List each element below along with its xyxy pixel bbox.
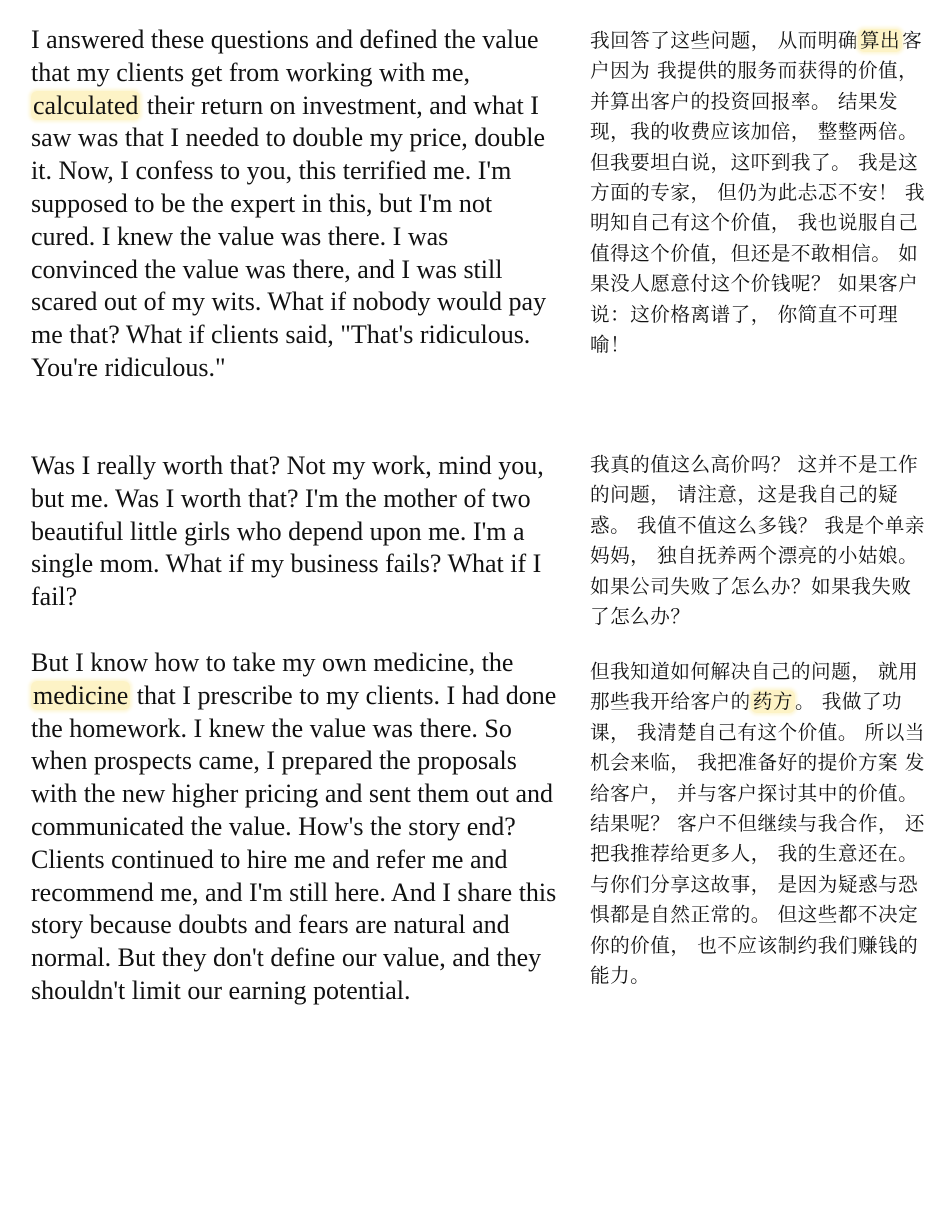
highlighted-word-yaofang[interactable]: 药方 (752, 690, 793, 714)
english-paragraph-3 (31, 647, 561, 1008)
chinese-paragraph-2: 我真的值这么高价吗？ 这并不是工作的问题， 请注意，这是我自己的疑惑。 我值不值这么多钱？ 我是个单亲妈妈， 独自抚养两个漂亮的小姑娘。 如果公司失败了怎么办？如果我失败了怎么办？ (590, 453, 925, 629)
highlighted-word-calculated[interactable]: calculated (33, 90, 139, 120)
chinese-paragraph-1-text-after: 客户因为 我提供的服务而获得的价值， 并算出客户的投资回报率。 结果发现，我的收费应该加倍， 整整两倍。 但我要坦白说，这吓到我了。 我是这方面的专家， 但仍为此忐忑不安！ 我明知自己有这个价值， 我也说服自己值得这个价值，但还是不敢相信。 如果没人愿意付这个价钱呢？ 如果客户说：这价格离谱了， 你简直不可理喻！ (590, 29, 925, 357)
english-paragraph-3-text-before: But I know how to take my own medicine, the (31, 648, 514, 677)
english-paragraph-1 (31, 24, 561, 385)
chinese-paragraph-1 (590, 26, 930, 360)
english-paragraph-2: Was I really worth that? Not my work, mind you, but me. Was I worth that? I'm the mother of two beautiful little girls who depend upon me. I'm a single mom. What if my business fails? What if I fail? (31, 451, 544, 612)
english-paragraph-1-text-before: I answered these questions and defined the value that my clients get from working with me, (31, 25, 539, 87)
chinese-paragraph-1-text-before: 我回答了这些问题， 从而明确 (590, 29, 858, 52)
english-paragraph-3-text-after: that I prescribe to my clients. I had done the homework. I knew the value was there. So when prospects came, I prepared the proposals with the new higher pricing and sent them out and communicated the value. How's the story end? Clients continued to hire me and refer me and recommend me, and I'm still here. And I share this story because doubts and fears are natural and normal. But they don't define our value, and they shouldn't limit our earning potential. (31, 680, 557, 1005)
chinese-paragraph-3-text-before: 但我知道如何解决自己的问题， 就用那些我开给客户的 (590, 660, 919, 714)
highlighted-word-suanchu[interactable]: 算出 (859, 29, 901, 52)
chinese-paragraph-3-text-after: 。 我做了功课， 我清楚自己有这个价值。 所以当机会来临， 我把准备好的提价方案 发给客户， 并与客户探讨其中的价值。 结果呢？ 客户不但继续与我合作， 还把我推荐给更多人， 我的生意还在。 与你们分享这故事， 是因为疑惑与恐惧都是自然正常的。 但这些都不决定你的价值， 也不应该制约我们赚钱的能力。 (590, 690, 925, 988)
english-paragraph-1-text-after: their return on investment, and what I saw was that I needed to double my price, double it. Now, I confess to you, this terrified me. I'm supposed to be the expert in this, but I'm not cured. I knew the value was there. I was convinced the value was there, and I was still scared out of my wits. What if nobody would pay me that? What if clients said, "That's ridiculous. You're ridiculous." (31, 90, 547, 382)
highlighted-word-medicine[interactable]: medicine (33, 680, 129, 710)
chinese-paragraph-3 (590, 657, 930, 991)
